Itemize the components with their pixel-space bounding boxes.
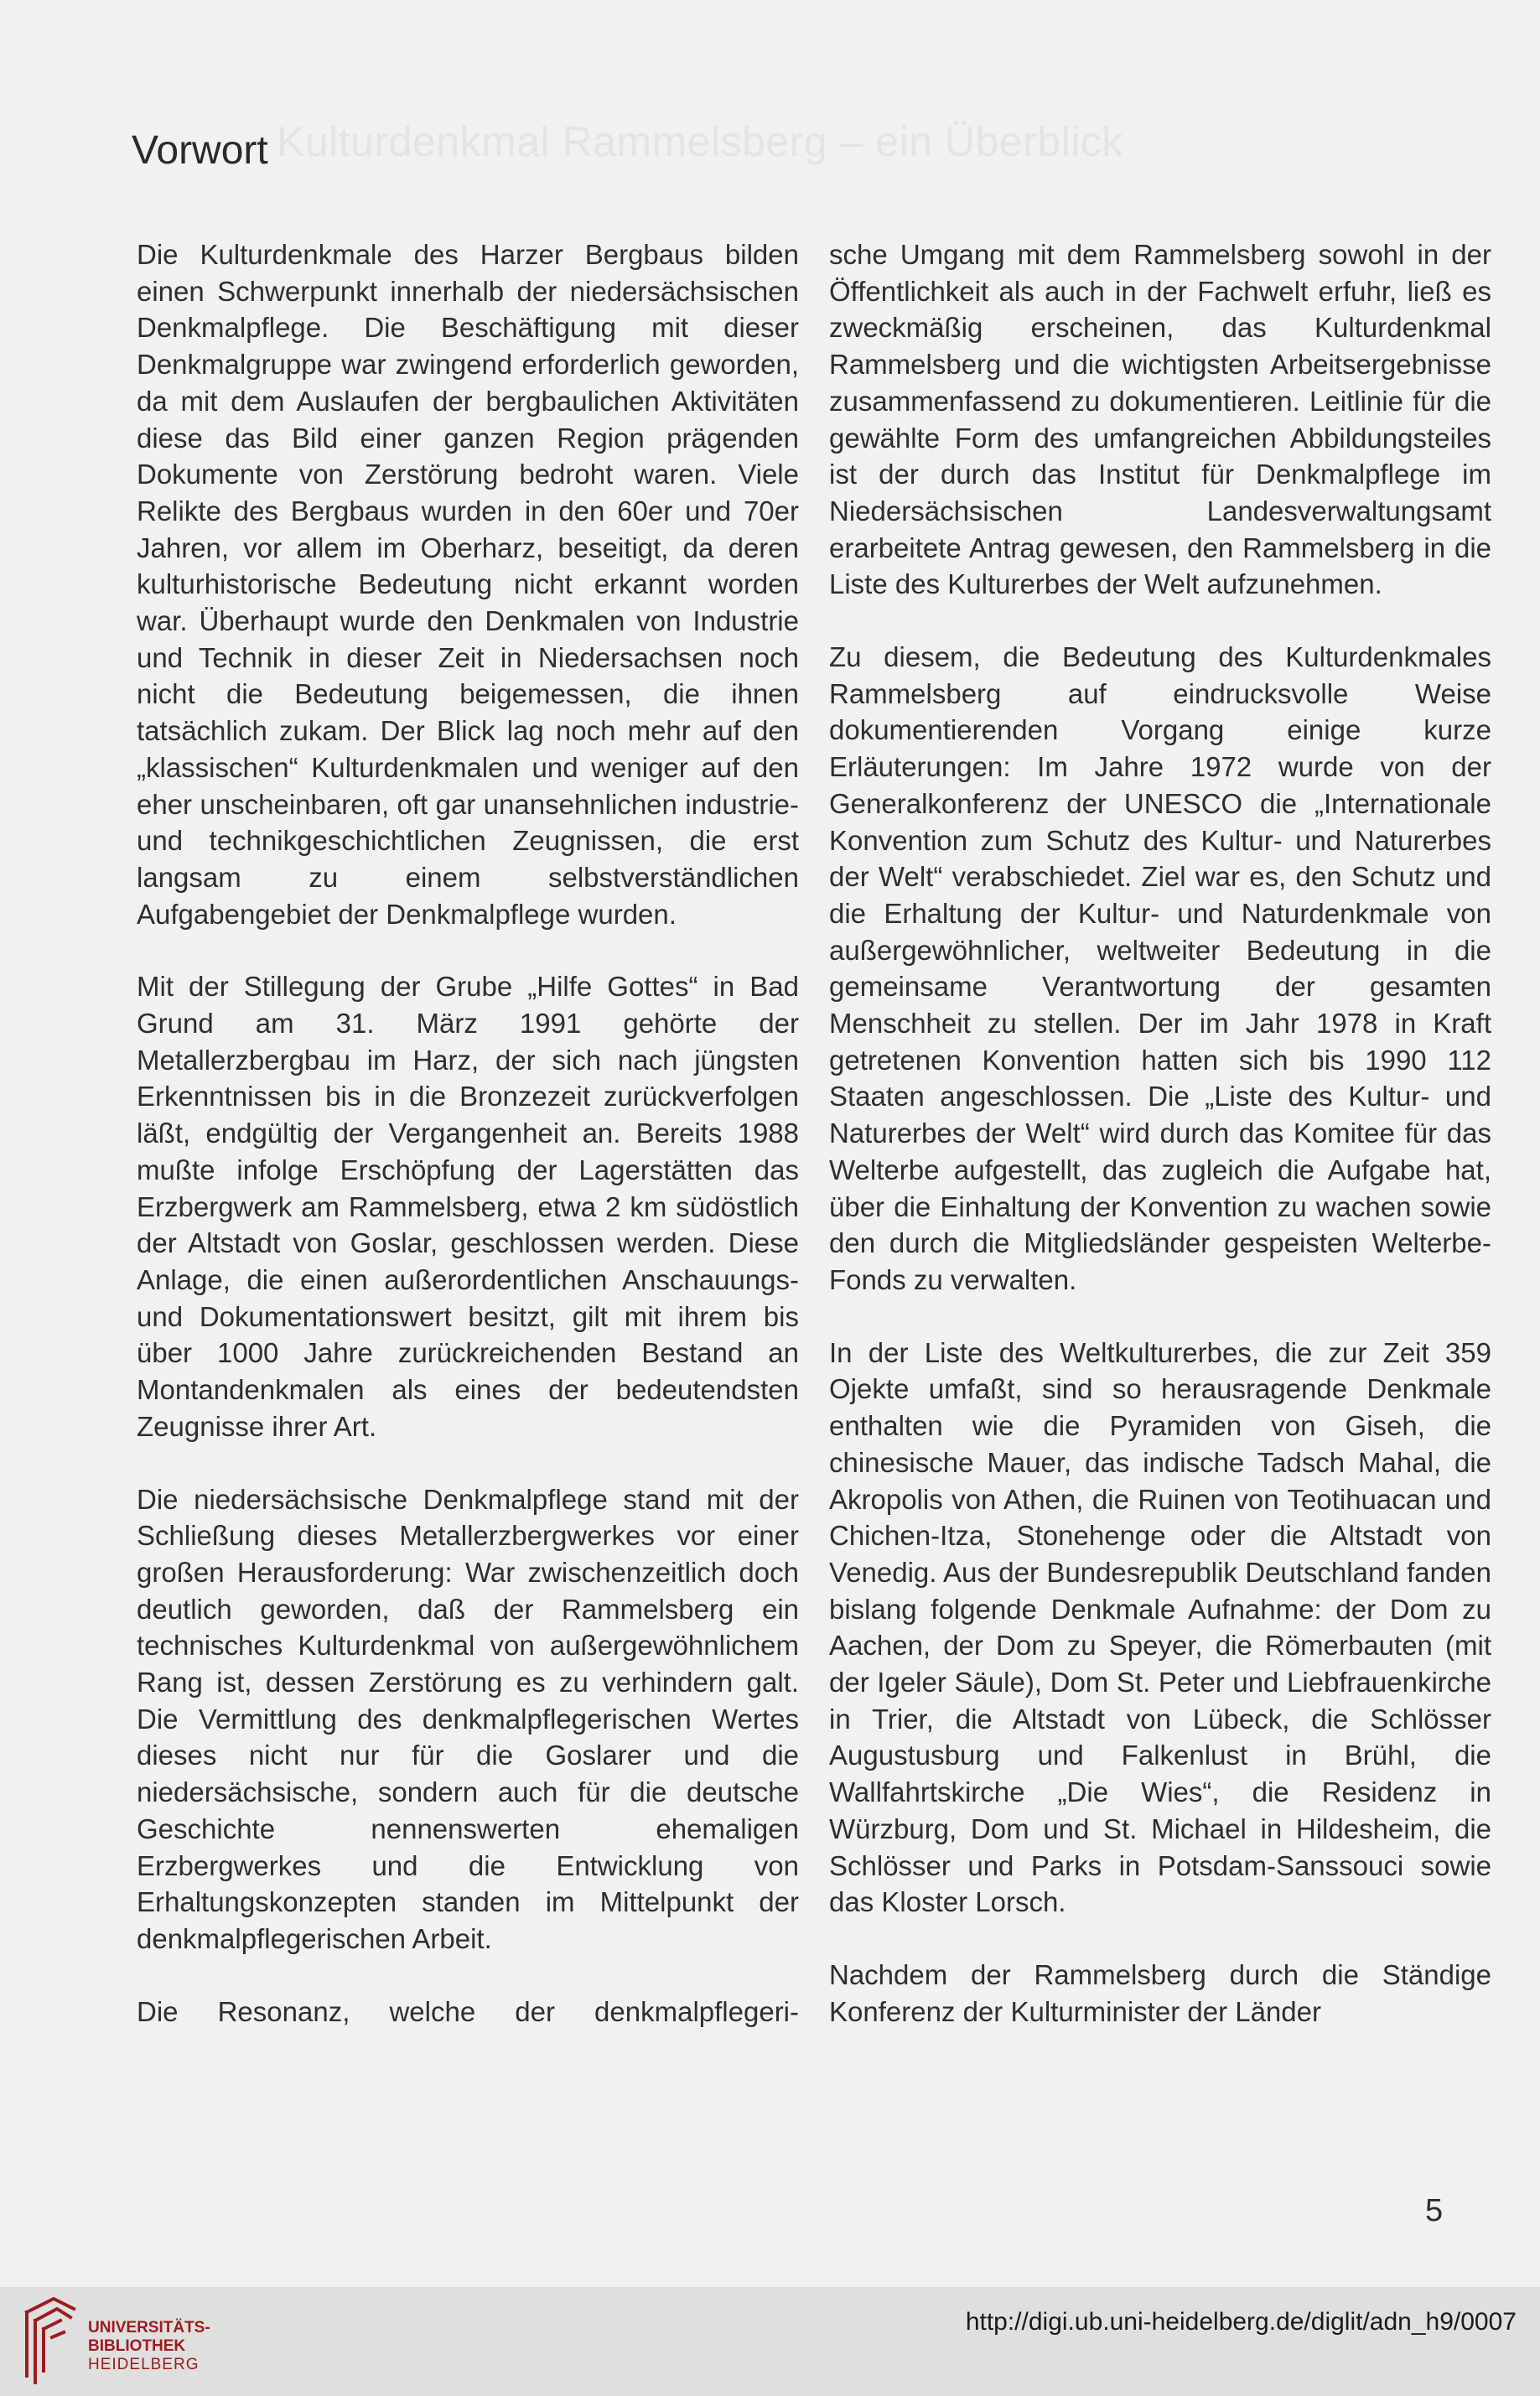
paragraph: Die Resonanz, welche der denkmalpflegeri-	[137, 1995, 799, 2027]
paragraph: In der Liste des Weltkulturerbes, die zur Zeit 359 Ojekte umfaßt, sind so herausragende Denkmale enthalten wie die Pyramiden von Giseh, die chinesische Mauer, das indische Tadsch Mahal, die Akropolis von Athen, die Ruinen von Teotihuacan und Chichen-Itza, Stonehenge oder die Altstadt von Venedig. Aus der Bundesrepublik Deutschland fanden bislang folgende Denkmale Aufnahme: der Dom zu Aachen, der Dom zu Speyer, die Römerbauten (mit der Igeler Säule), Dom St. Peter und Liebfrauenkirche in Trier, die Altstadt von Lübeck, die Schlösser Augustusburg und Falkenlust in Brühl, die Wallfahrtskirche „Die Wies“, die Residenz in Würzburg, Dom und St. Michael in Hildesheim, die Schlösser und Parks in Potsdam-Sanssouci sowie das Kloster Lorsch.	[829, 1336, 1491, 1918]
show-through-heading: Kulturdenkmal Rammelsberg – ein Überblick	[277, 118, 1123, 165]
source-url-link[interactable]: http://digi.ub.uni-heidelberg.de/diglit/adn_h9/0007	[965, 2308, 1517, 2336]
paragraph: sche Umgang mit dem Rammelsberg sowohl in der Öffentlichkeit als auch in der Fachwelt erfuhr, ließ es zweckmäßig erscheinen, das Kulturdenkmal Rammelsberg und die wichtigsten Arbeitsergebnisse zusammenfassend zu dokumentieren. Leitlinie für die gewählte Form des umfangreichen Abbildungsteiles ist der durch das Institut für Denkmalpflege im Niedersächsischen Landesverwaltungsamt erarbeitete Antrag gewesen, den Rammelsberg in die Liste des Kulturerbes der Welt aufzunehmen.	[829, 239, 1491, 600]
paragraph: Die Kulturdenkmale des Harzer Bergbaus bilden einen Schwerpunkt innerhalb der niedersächsischen Denkmalpflege. Die Beschäftigung mit dieser Denkmalgruppe war zwingend erforderlich geworden, da mit dem Auslaufen der bergbaulichen Aktivitäten diese das Bild einer ganzen Region prägenden Dokumente von Zerstörung bedroht waren. Viele Relikte des Bergbaus wurden in den 60er und 70er Jahren, vor allem im Oberharz, beseitigt, da deren kulturhistorische Bedeutung nicht erkannt worden war. Überhaupt wurde den Denkmalen von Industrie und Technik in dieser Zeit in Niedersachsen noch nicht die Bedeutung beigemessen, die ihnen tatsächlich zukam. Der Blick lag noch mehr auf den „klassischen“ Kulturdenkmalen und weniger auf den eher unscheinbaren, oft gar unansehnlichen industrie- und technikgeschichtlichen Zeugnissen, die erst langsam zu einem selbstverständlichen Aufgabengebiet der Denkmalpflege wurden.	[137, 239, 799, 930]
paragraph: Zu diesem, die Bedeutung des Kulturdenkmales Rammelsberg auf eindrucksvolle Weise dokumentierenden Vorgang einige kurze Erläuterungen: Im Jahre 1972 wurde von der Generalkonferenz der UNESCO die „Internationale Konvention zum Schutz des Kultur- und Naturerbes der Welt“ verabschiedet. Ziel war es, den Schutz und die Erhaltung der Kultur- und Naturdenkmale von außergewöhnlicher, weltweiter Bedeutung in die gemeinsame Verantwortung der gesamten Menschheit zu stellen. Der im Jahr 1978 in Kraft getretenen Konvention hatten sich bis 1990 112 Staaten angeschlossen. Die „Liste des Kultur- und Naturerbes der Welt“ wird durch das Komitee für das Welterbe aufgestellt, das zugleich die Aufgabe hat, über die Einhaltung der Konvention zu wachen sowie den durch die Mitgliedsländer gespeisten Welterbe-Fonds zu verwalten.	[829, 641, 1491, 1295]
library-name-line: HEIDELBERG	[88, 2356, 200, 2373]
library-name-line: UNIVERSITÄTS-	[88, 2319, 210, 2336]
paragraph: Nachdem der Rammelsberg durch die Ständige Konferenz der Kulturminister der Länder	[829, 1958, 1491, 2027]
digitization-footer	[0, 2287, 1540, 2396]
library-name-line: BIBLIOTHEK	[88, 2337, 186, 2355]
text-column-right	[829, 236, 1491, 2066]
page-number: 5	[1425, 2193, 1444, 2228]
library-name	[88, 2319, 210, 2374]
library-logo-icon	[20, 2295, 80, 2386]
paragraph: Mit der Stillegung der Grube „Hilfe Gottes“ in Bad Grund am 31. März 1991 gehörte der Metallerzbergbau im Harz, der sich nach jüngsten Erkenntnissen bis in die Bronzezeit zurückverfolgen läßt, endgültig der Vergangenheit an. Bereits 1988 mußte infolge Erschöpfung der Lagerstätten das Erzbergwerk am Rammelsberg, etwa 2 km südöstlich der Altstadt von Goslar, geschlossen werden. Diese Anlage, die einen außerordentlichen Anschauungs- und Dokumentationswert besitzt, gilt mit ihrem bis über 1000 Jahre zurückreichenden Bestand an Montandenkmalen als eines der bedeutendsten Zeugnisse ihrer Art.	[137, 971, 799, 1442]
page-title: Vorwort	[132, 128, 268, 173]
paragraph: Die niedersächsische Denkmalpflege stand mit der Schließung dieses Metallerzbergwerkes vor einer großen Herausforderung: War zwischenzeitlich doch deutlich geworden, daß der Rammelsberg ein technisches Kulturdenkmal von außergewöhnlichem Rang ist, dessen Zerstörung es zu verhindern galt. Die Vermittlung des denkmalpflegerischen Wertes dieses nicht nur für die Goslarer und die niedersächsische, sondern auch für die deutsche Geschichte nennenswerten ehemaligen Erzbergwerkes und die Entwicklung von Erhaltungskonzepten standen im Mittelpunkt der denkmalpflegerischen Arbeit.	[137, 1483, 799, 1954]
text-column-left	[137, 236, 799, 2066]
